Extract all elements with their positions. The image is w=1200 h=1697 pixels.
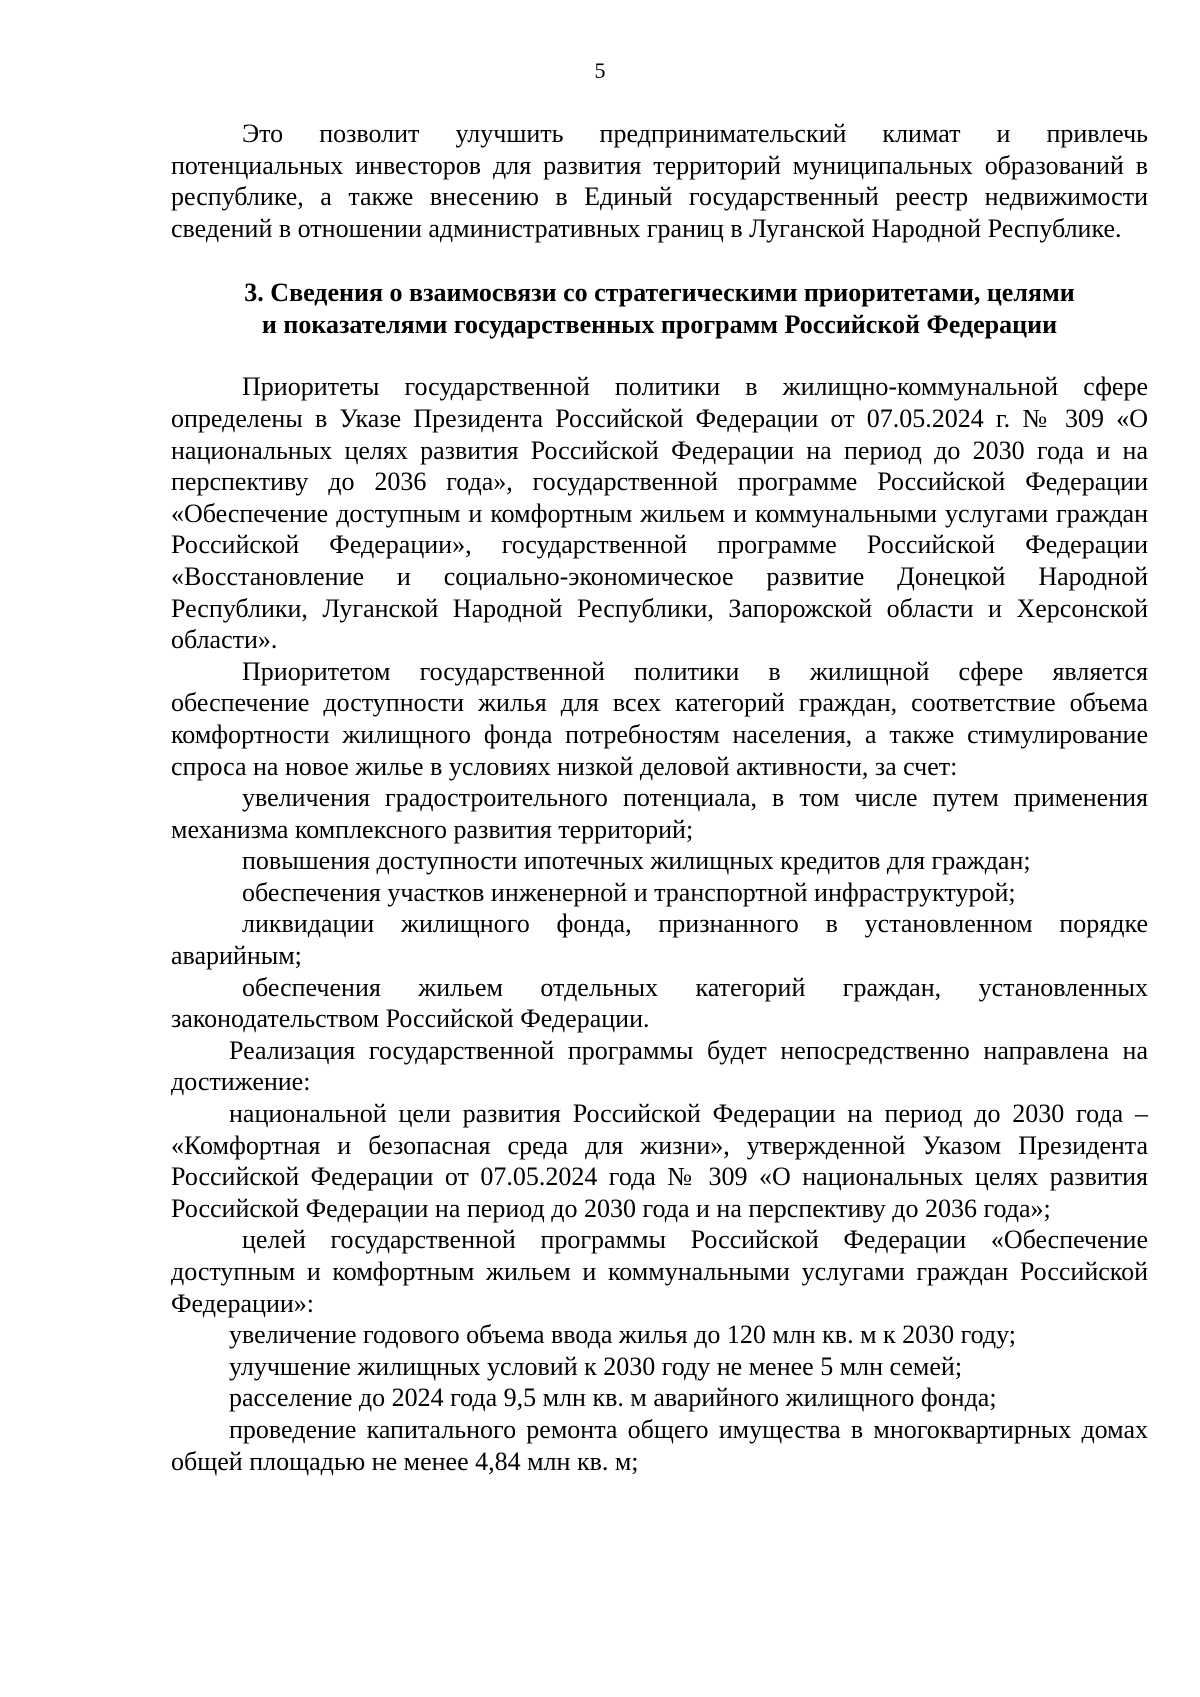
section-heading [171,277,1148,341]
list-item-housing-categories: обеспечения жильем отдельных категорий граждан, установленных законодательством Российской Федерации. [171,972,1148,1034]
paragraph-implementation: Реализация государственной программы будет непосредственно направлена на достижение: [171,1035,1148,1097]
section-heading-line-1: 3. Сведения о взаимосвязи со стратегическими приоритетами, целями [244,278,1075,308]
list-item-capital-repair: проведение капитального ремонта общего имущества в многоквартирных домах общей площадью не менее 4,84 млн кв. м; [171,1414,1148,1476]
paragraph-housing-priority: Приоритетом государственной политики в жилищной сфере является обеспечение доступности жилья для всех категорий граждан, соответствие объема комфортности жилищного фонда потребностям населения, а также стимулирование спроса на новое жилье в условиях низкой деловой активности, за счет: [171,656,1148,781]
intro-paragraph: Это позволит улучшить предпринимательский климат и привлечь потенциальных инвесторов для развития территорий муниципальных образований в республике, а также внесению в Единый государственный реестр недвижимости сведений в отношении административных границ в Луганской Народной Республике. [171,119,1148,243]
paragraph-priorities: Приоритеты государственной политики в жилищно-коммунальной сфере определены в Указе Президента Российской Федерации от 07.05.2024 г. № 309 «О национальных целях развития Российской Федерации на период до 2030 года и на перспективу до 2036 года», государственной программе Российской Федерации «Обеспечение доступным и комфортным жильем и коммунальными услугами граждан Российской Федерации», государственной программе Российской Федерации «Восстановление и социально-экономическое развитие Донецкой Народной Республики, Луганской Народной Республики, Запорожской области и Херсонской области». [171,372,1148,655]
document-body [171,118,1148,1477]
list-item-infrastructure: обеспечения участков инженерной и транспортной инфраструктурой; [242,877,1016,907]
list-item-housing-volume: увеличение годового объема ввода жилья до 120 млн кв. м к 2030 году; [229,1320,1017,1350]
page-number: 5 [594,58,606,83]
list-item-resettlement: расселение до 2024 года 9,5 млн кв. м аварийного жилищного фонда; [229,1383,997,1413]
section-heading-line-2: и показателями государственных программ Российской Федерации [261,310,1058,340]
list-item-emergency-housing: ликвидации жилищного фонда, признанного в установленном порядке аварийным; [171,909,1148,971]
list-item-mortgage: повышения доступности ипотечных жилищных кредитов для граждан; [242,846,1031,876]
list-item-program-goals: целей государственной программы Российской Федерации «Обеспечение доступным и комфортным жильем и коммунальными услугами граждан Российской Федерации»: [171,1225,1148,1318]
list-item-national-goal: национальной цели развития Российской Федерации на период до 2030 года – «Комфортная и безопасная среда для жизни», утвержденной Указом Президента Российской Федерации от 07.05.2024 года № 309 «О национальных целях развития Российской Федерации на период до 2030 года и на перспективу до 2036 года»; [171,1099,1148,1223]
list-item-living-conditions: улучшение жилищных условий к 2030 году не менее 5 млн семей; [229,1351,963,1381]
list-item-urban-potential: увеличения градостроительного потенциала, в том числе путем применения механизма комплексного развития территорий; [171,783,1148,844]
